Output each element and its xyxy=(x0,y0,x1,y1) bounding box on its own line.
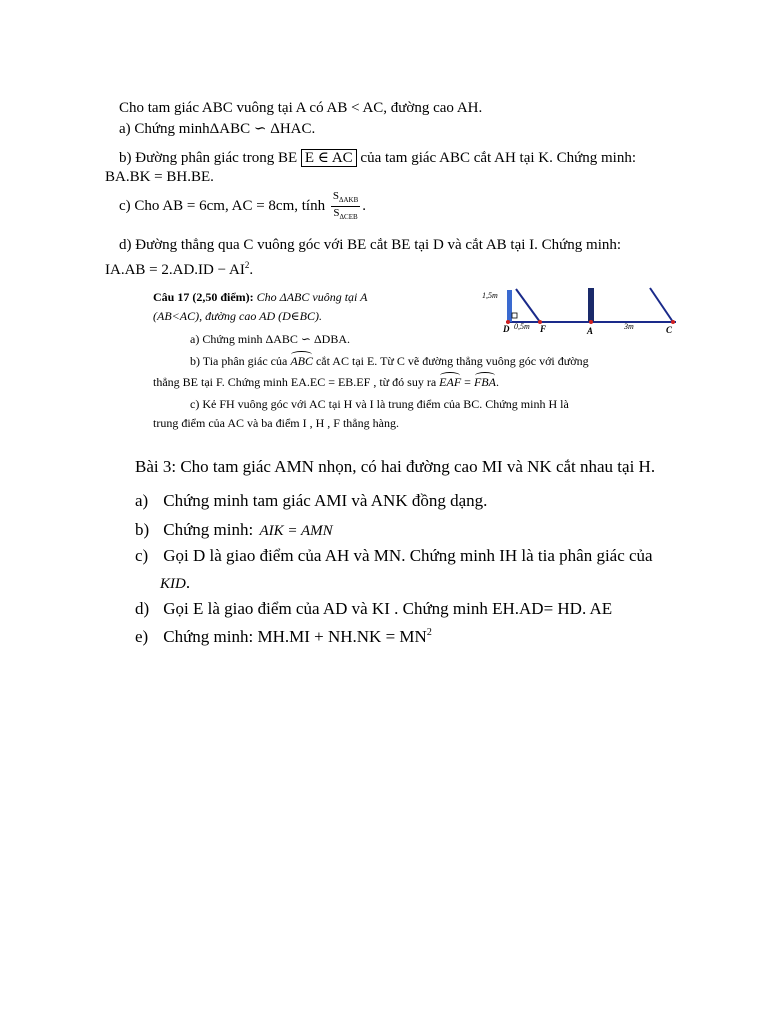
label-point-c: C xyxy=(666,325,673,335)
shadow-ray-right xyxy=(650,288,673,322)
angle-kid: KID xyxy=(160,576,186,592)
angle-eaf: EAF xyxy=(439,375,462,389)
area-ratio-fraction xyxy=(331,190,360,223)
part-a-label: a) Chứng minh xyxy=(119,121,210,137)
triangle-abc: ΔABC xyxy=(209,121,251,137)
angle-abc: ABC xyxy=(290,354,313,368)
exercise-3-item-a xyxy=(135,490,487,512)
label-df: 0,5m xyxy=(514,322,530,331)
label-point-f: F xyxy=(540,324,547,334)
right-angle-mark xyxy=(512,313,517,318)
part-d-eq: IA.AB = 2.AD.ID − AI xyxy=(105,262,245,278)
triangle-hac: ΔHAC. xyxy=(270,121,316,137)
similar-sign: ∽ xyxy=(253,121,267,137)
exercise-3-item-e xyxy=(135,622,432,648)
q17-b2-eq: = xyxy=(464,375,471,389)
part-d-sup: 2 xyxy=(244,260,250,270)
condition-box: E ∈ AC xyxy=(301,149,357,167)
item-e-marker: e) xyxy=(135,626,149,646)
item-d-text: Gọi E là giao điểm của AD và KI . Chứng minh EH.AD= HD. AE xyxy=(163,599,613,618)
question-17-a: a) Chứng minh ΔABC ∽ ΔDBA. xyxy=(190,332,350,346)
part-b-pre: b) Đường phân giác trong BE xyxy=(119,150,298,166)
label-ac: 3m xyxy=(624,322,634,331)
exercise-3-item-b xyxy=(135,519,333,542)
exercise-3-item-c xyxy=(135,545,653,567)
question-17-line1 xyxy=(153,290,368,305)
q17-b1-pre: b) Tia phân giác của xyxy=(190,354,288,368)
geometry-diagram xyxy=(478,285,684,335)
part-c xyxy=(119,190,366,223)
question-17-b1 xyxy=(190,354,589,369)
item-b-marker: b) xyxy=(135,520,150,539)
left-post xyxy=(507,290,512,322)
question-17-c1: c) Kẻ FH vuông góc với AC tại H và I là trung điểm của BC. Chứng minh H là xyxy=(190,397,569,411)
part-d: d) Đường thẳng qua C vuông góc với BE cắt BE tại D và cắt AB tại I. Chứng minh: xyxy=(119,237,622,253)
point-a xyxy=(589,320,593,324)
exercise-3-item-d xyxy=(135,598,612,620)
denominator: S xyxy=(333,207,340,220)
exercise-3-title: Bài 3: Cho tam giác AMN nhọn, có hai đường cao MI và NK cắt nhau tại H. xyxy=(135,457,656,476)
problem-intro: Cho tam giác ABC vuông tại A có AB < AC, đường cao AH. xyxy=(119,100,483,116)
question-17-text1: Cho ΔABC vuông tại A xyxy=(256,290,368,304)
angle-fba: FBA xyxy=(473,375,496,389)
item-c-text: Gọi D là giao điểm của AH và MN. Chứng minh IH là tia phân giác của xyxy=(163,546,653,565)
item-b-math: AIK = AMN xyxy=(259,523,333,539)
label-height: 1,5m xyxy=(482,291,498,300)
question-17-title: Câu 17 (2,50 điểm): xyxy=(153,290,254,304)
q17-b1-post: cắt AC tại E. Từ C vẽ đường thẳng vuông góc với đường xyxy=(315,354,589,368)
numerator-sub: ΔAKB xyxy=(338,196,359,205)
part-d-equation xyxy=(105,256,253,280)
part-d-end: . xyxy=(249,262,254,278)
part-c-end: . xyxy=(362,198,366,215)
part-b-post: của tam giác ABC cắt AH tại K. Chứng minh: xyxy=(360,150,636,166)
item-e-text: Chứng minh: MH.MI + NH.NK = MN xyxy=(163,626,427,646)
point-c xyxy=(671,320,675,324)
shadow-ray-left xyxy=(516,289,540,322)
question-17-b2 xyxy=(153,375,499,390)
item-e-sup: 2 xyxy=(426,627,432,638)
q17-b2-pre: thẳng BE tại F. Chứng minh EA.EC = EB.EF , từ đó suy ra xyxy=(153,375,437,389)
exercise-3-item-c-cont: KID. xyxy=(160,573,191,592)
middle-post xyxy=(588,288,594,322)
label-point-d: D xyxy=(503,324,510,334)
item-c-marker: c) xyxy=(135,546,149,565)
denominator-sub: ΔCEB xyxy=(339,213,358,222)
numerator: S xyxy=(332,190,339,202)
item-a-marker: a) xyxy=(135,491,149,510)
item-a-text: Chứng minh tam giác AMI và ANK đồng dạng. xyxy=(163,491,488,510)
item-b-text: Chứng minh: xyxy=(163,520,254,539)
question-17-line2: (AB<AC), đường cao AD (D∈BC). xyxy=(153,309,323,323)
part-c-pre: c) Cho AB = 6cm, AC = 8cm, tính xyxy=(119,198,326,215)
part-b-equation: BA.BK = BH.BE. xyxy=(105,169,214,185)
label-point-a: A xyxy=(587,326,594,335)
item-d-marker: d) xyxy=(135,599,150,618)
part-a xyxy=(119,120,315,139)
q17-b2-end: . xyxy=(495,375,499,389)
part-b xyxy=(119,149,636,168)
question-17-c2: trung điểm của AC và ba điểm I , H , F thẳng hàng. xyxy=(153,416,399,430)
